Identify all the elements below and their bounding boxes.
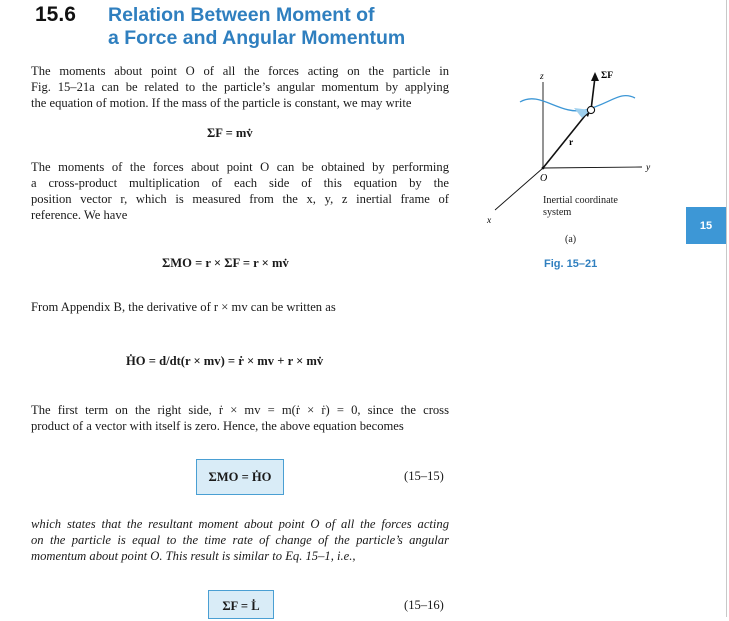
- paragraph-2-line: a cross-product multiplication of each side of this equation by the: [31, 176, 449, 190]
- label-O: O: [540, 173, 548, 184]
- particle: [587, 106, 594, 113]
- figure-note-line-1: Inertial coordinate: [543, 195, 618, 206]
- label-r: r: [569, 138, 574, 148]
- equation-derivative: ḢO = d/dt(r × mv) = ṙ × mv + r × mv̇: [126, 354, 324, 368]
- paragraph-2-line: reference. We have: [31, 208, 128, 222]
- paragraph-5-line: momentum about point O. This result is similar to Eq. 15–1, i.e.,: [31, 549, 356, 563]
- paragraph-5-line: which states that the resultant moment about point O of all the forces acting: [31, 517, 449, 531]
- equation-15-16-box: ΣF = L̇: [208, 590, 274, 619]
- y-axis: [543, 167, 642, 168]
- equation-number-15-16: (15–16): [404, 598, 444, 612]
- section-title-line-2: a Force and Angular Momentum: [108, 27, 406, 49]
- equation-15-15-box: ΣMO = ḢO: [196, 459, 284, 495]
- paragraph-2-line: The moments of the forces about point O can be obtained by performing: [31, 160, 449, 174]
- equation-moment: ΣMO = r × ΣF = r × mv̇: [162, 256, 289, 270]
- label-sumF: ΣF: [601, 71, 614, 81]
- paragraph-4-line: The first term on the right side, ṙ × mv = m(ṙ × ṙ) = 0, since the cross: [31, 403, 449, 417]
- equation-newton: ΣF = mv̇: [207, 126, 253, 140]
- paragraph-1-line: The moments about point O of all the forces acting on the particle in: [31, 64, 449, 78]
- paragraph-1: [31, 63, 449, 111]
- figure-caption: Fig. 15–21: [544, 258, 598, 270]
- section-number: 15.6: [35, 3, 76, 26]
- paragraph-3: [31, 299, 449, 315]
- label-x: x: [487, 216, 492, 226]
- paragraph-1-line: the equation of motion. If the mass of the particle is constant, we may write: [31, 96, 412, 110]
- label-y: y: [646, 163, 651, 173]
- paragraph-5: [31, 516, 449, 564]
- x-axis: [495, 168, 543, 210]
- position-vector-r: [543, 109, 591, 168]
- paragraph-2-line: position vector r, which is measured from the x, y, z inertial frame of: [31, 192, 449, 206]
- paragraph-2: [31, 159, 449, 223]
- paragraph-3-line: From Appendix B, the derivative of r × mv can be written as: [31, 300, 336, 314]
- label-z: z: [540, 72, 544, 82]
- origin-point: [542, 167, 545, 170]
- paragraph-4-line: product of a vector with itself is zero. Hence, the above equation becomes: [31, 419, 404, 433]
- section-title: [108, 4, 405, 50]
- figure-note: [543, 195, 653, 219]
- figure-note-line-2: system: [543, 207, 572, 218]
- figure-sub-label: (a): [565, 234, 577, 245]
- equation-number-15-15: (15–15): [404, 469, 444, 483]
- page-edge: [726, 0, 727, 617]
- force-vector-sumF: [591, 72, 599, 110]
- paragraph-4: [31, 402, 449, 434]
- paragraph-1-line: Fig. 15–21a can be related to the particle’s angular momentum by applying: [31, 80, 449, 94]
- chapter-tab: 15: [686, 207, 726, 244]
- section-title-line-1: Relation Between Moment of: [108, 4, 375, 26]
- paragraph-5-line: on the particle is equal to the time rate of change of the particle’s angular: [31, 533, 449, 547]
